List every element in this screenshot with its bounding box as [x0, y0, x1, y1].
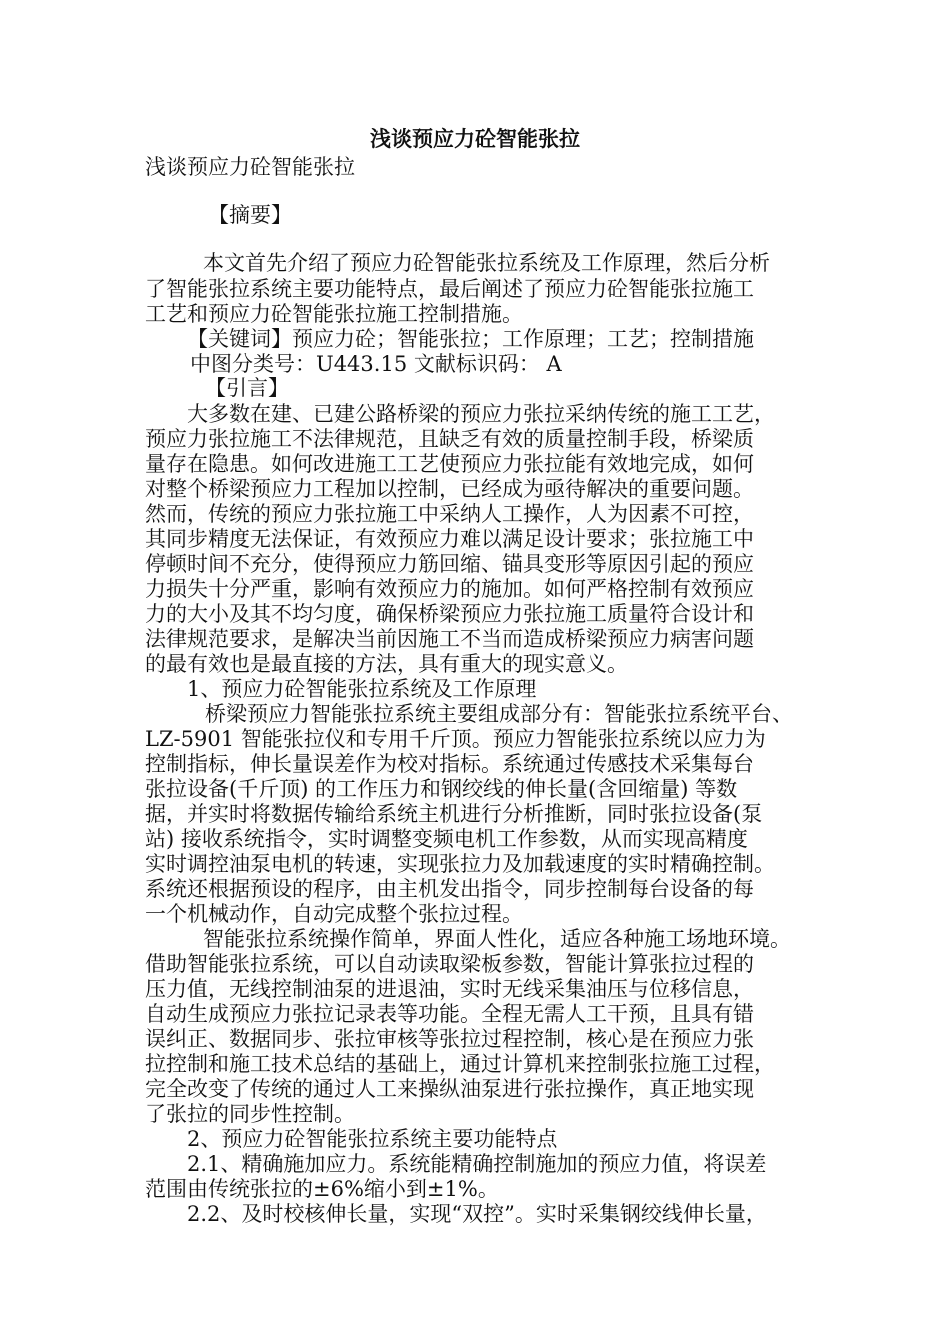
section-1-line: 自动生成预应力张拉记录表等功能。全程无需人工干预，且具有错	[145, 1002, 754, 1026]
intro-line: 的最有效也是最直接的方法，具有重大的现实意义。	[145, 652, 628, 676]
intro-line: 停顿时间不充分，使得预应力筋回缩、锚具变形等原因引起的预应	[145, 552, 754, 576]
section-1-line: 压力值，无线控制油泵的进退油，实时无线采集油压与位移信息，	[145, 977, 754, 1001]
item-2-1-line: 范围由传统张拉的±6%缩小到±1%。	[145, 1177, 499, 1201]
item-2-2-line: 2.2、及时校核伸长量，实现“双控”。实时采集钢绞线伸长量，	[187, 1202, 767, 1226]
classification-line: 中图分类号：U443.15 文献标识码： A	[190, 352, 562, 376]
section-1-line: 误纠正、数据同步、张拉审核等张拉过程控制，核心是在预应力张	[145, 1027, 754, 1051]
item-2-1-line: 2.1、精确施加应力。系统能精确控制施加的预应力值，将误差	[187, 1152, 767, 1176]
section-1-line: 智能张拉系统操作简单，界面人性化，适应各种施工场地环境。	[203, 927, 791, 951]
section-1-line: 系统还根据预设的程序，由主机发出指令，同步控制每台设备的每	[145, 877, 754, 901]
section-1-line: 完全改变了传统的通过人工来操纵油泵进行张拉操作，真正地实现	[145, 1077, 754, 1101]
section-1-line: 控制指标，伸长量误差作为校对指标。系统通过传感技术采集每台	[145, 752, 754, 776]
intro-line: 大多数在建、已建公路桥梁的预应力张拉采纳传统的施工工艺，	[187, 402, 775, 426]
section-1-line: 桥梁预应力智能张拉系统主要组成部分有：智能张拉系统平台、	[205, 702, 793, 726]
intro-heading: 【引言】	[205, 376, 289, 400]
intro-line: 力损失十分严重，影响有效预应力的施加。如何严格控制有效预应	[145, 577, 754, 601]
intro-line: 对整个桥梁预应力工程加以控制，已经成为亟待解决的重要问题。	[145, 477, 754, 501]
abstract-line: 了智能张拉系统主要功能特点，最后阐述了预应力砼智能张拉施工	[145, 277, 754, 301]
intro-line: 预应力张拉施工不法律规范，且缺乏有效的质量控制手段，桥梁质	[145, 427, 754, 451]
section-1-heading: 1、预应力砼智能张拉系统及工作原理	[187, 677, 537, 701]
section-1-line: 了张拉的同步性控制。	[145, 1102, 355, 1126]
intro-line: 其同步精度无法保证，有效预应力难以满足设计要求；张拉施工中	[145, 527, 754, 551]
abstract-line: 工艺和预应力砼智能张拉施工控制措施。	[145, 302, 523, 326]
section-1-line: 拉控制和施工技术总结的基础上，通过计算机来控制张拉施工过程，	[145, 1052, 775, 1076]
section-1-line: 借助智能张拉系统，可以自动读取梁板参数，智能计算张拉过程的	[145, 952, 754, 976]
section-1-line: 张拉设备(千斤顶) 的工作压力和钢绞线的伸长量(含回缩量) 等数	[145, 777, 738, 801]
abstract-line: 本文首先介绍了预应力砼智能张拉系统及工作原理，然后分析	[203, 251, 770, 275]
intro-line: 力的大小及其不均匀度，确保桥梁预应力张拉施工质量符合设计和	[145, 602, 754, 626]
intro-line: 然而，传统的预应力张拉施工中采纳人工操作，人为因素不可控，	[145, 502, 754, 526]
keywords-line: 【关键词】预应力砼；智能张拉；工作原理；工艺；控制措施	[187, 327, 754, 351]
section-2-heading: 2、预应力砼智能张拉系统主要功能特点	[187, 1127, 558, 1151]
document-subtitle: 浅谈预应力砼智能张拉	[145, 155, 355, 179]
section-1-line: 实时调控油泵电机的转速，实现张拉力及加载速度的实时精确控制。	[145, 852, 775, 876]
intro-line: 量存在隐患。如何改进施工工艺使预应力张拉能有效地完成，如何	[145, 452, 754, 476]
document-title: 浅谈预应力砼智能张拉	[370, 127, 580, 151]
section-1-line: 据，并实时将数据传输给系统主机进行分析推断，同时张拉设备(泵	[145, 802, 763, 826]
section-1-line: 一个机械动作，自动完成整个张拉过程。	[145, 902, 523, 926]
section-1-line: 站) 接收系统指令，实时调整变频电机工作参数，从而实现高精度	[145, 827, 748, 851]
section-1-line: LZ-5901 智能张拉仪和专用千斤顶。预应力智能张拉系统以应力为	[145, 727, 766, 751]
intro-line: 法律规范要求，是解决当前因施工不当而造成桥梁预应力病害问题	[145, 627, 754, 651]
abstract-heading: 【摘要】	[208, 203, 292, 227]
